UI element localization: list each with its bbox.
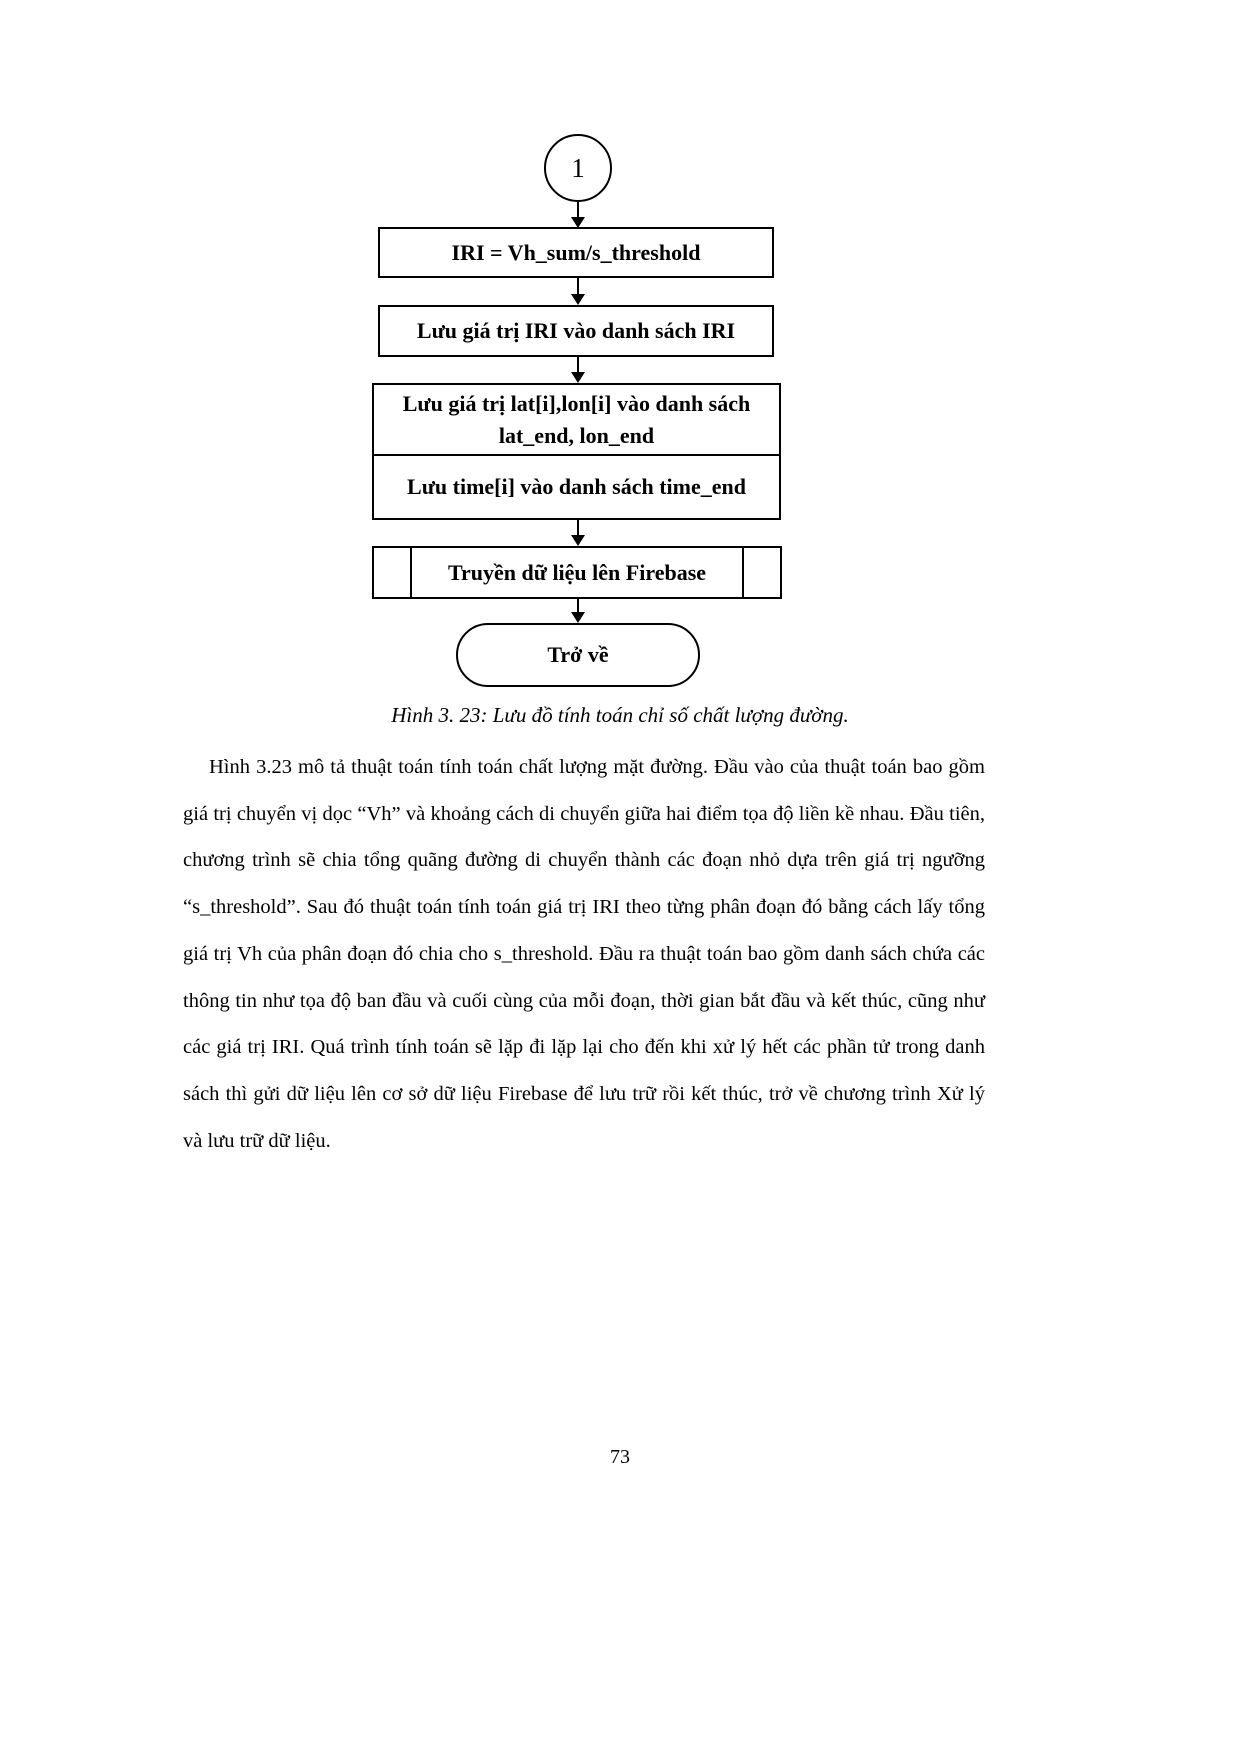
arrow-down-icon [571, 612, 585, 623]
process-box-iri-formula [378, 227, 774, 278]
arrow-down-icon [571, 535, 585, 546]
process-box-save-latlon [372, 383, 781, 456]
body-paragraph: Hình 3.23 mô tả thuật toán tính toán chất lượng mặt đường. Đầu vào của thuật toán bao gồm giá trị chuyển vị dọc “Vh” và khoảng cách di chuyển giữa hai điểm tọa độ liền kề nhau. Đầu tiên, chương trình sẽ chia tổng quãng đường di chuyển thành các đoạn nhỏ dựa trên giá trị ngưỡng “s_threshold”. Sau đó thuật toán tính toán giá trị IRI theo từng phân đoạn đó bằng cách lấy tổng giá trị Vh của phân đoạn đó chia cho s_threshold. Đầu ra thuật toán bao gồm danh sách chứa các thông tin như tọa độ ban đầu và cuối cùng của mỗi đoạn, thời gian bắt đầu và kết thúc, cũng như các giá trị IRI. Quá trình tính toán sẽ lặp đi lặp lại cho đến khi xử lý hết các phần tử trong danh sách thì gửi dữ liệu lên cơ sở dữ liệu Firebase để lưu trữ rồi kết thúc, trở về chương trình Xử lý và lưu trữ dữ liệu. [183, 756, 985, 1152]
page-number: 73 [610, 1446, 630, 1468]
figure-caption: Hình 3. 23: Lưu đồ tính toán chỉ số chất lượng đường. [391, 703, 849, 727]
predefined-process-box-firebase [372, 546, 782, 599]
terminator-box-return [456, 623, 700, 687]
flow-arrow-line [577, 202, 579, 218]
terminator-label: Trở về [547, 642, 609, 667]
flow-arrow-line [577, 599, 579, 613]
connector-label: 1 [571, 152, 585, 183]
process-label: Lưu giá trị lat[i],lon[i] vào danh sách lat_end, lon_end [402, 390, 751, 448]
flow-arrow-line [577, 520, 579, 536]
arrow-down-icon [571, 372, 585, 383]
predefined-process-bar [742, 546, 744, 599]
process-label: Lưu time[i] vào danh sách time_end [407, 474, 746, 500]
process-label: Lưu giá trị IRI vào danh sách IRI [416, 318, 736, 344]
process-box-save-iri [378, 305, 774, 357]
predefined-process-bar [410, 546, 412, 599]
flow-arrow-line [577, 357, 579, 373]
flowchart [0, 0, 1240, 700]
process-box-save-time [372, 454, 781, 520]
connector-node [544, 134, 612, 202]
arrow-down-icon [571, 294, 585, 305]
process-label: IRI = Vh_sum/s_threshold [451, 239, 701, 265]
flow-arrow-line [577, 278, 579, 295]
process-label: Truyền dữ liệu lên Firebase [447, 559, 707, 585]
